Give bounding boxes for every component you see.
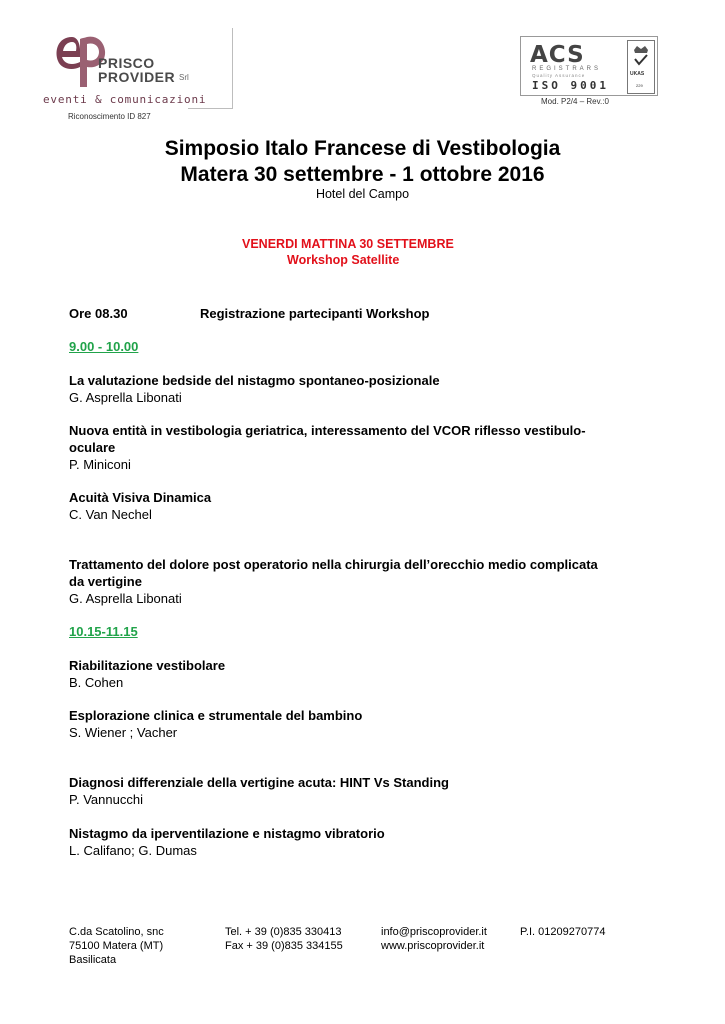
acs-quality: Quality Assurance [532,73,586,78]
talk-title: Acuità Visiva Dinamica [69,490,212,505]
accreditation-id: Riconoscimento ID 827 [68,112,151,121]
logo-suffix: Srl [179,73,189,82]
talk-speaker: L. Califano; G. Dumas [69,843,197,858]
talk-title: Nuova entità in vestibologia geriatrica, interessamento del VCOR riflesso vestibulo- [69,423,586,438]
day-heading: VENERDI MATTINA 30 SETTEMBRE [242,237,454,251]
page-title: Simposio Italo Francese di Vestibologia [164,137,561,160]
footer-address-line3: Basilicata [69,954,117,966]
talk-speaker: G. Asprella Libonati [69,390,182,405]
footer-tel: Tel. + 39 (0)835 330413 [225,926,342,938]
footer-fax: Fax + 39 (0)835 334155 [225,940,343,952]
registration-time: Ore 08.30 [69,306,128,321]
footer-email[interactable]: info@priscoprovider.it [381,926,487,938]
page-subtitle: Matera 30 settembre - 1 ottobre 2016 [180,163,545,186]
ukas-badge [627,40,655,94]
footer-address-line1: C.da Scatolino, snc [69,926,164,938]
talk-speaker: G. Asprella Libonati [69,591,182,606]
session-time-1: 9.00 - 10.00 [69,339,139,354]
acs-brand: ACS [530,42,585,68]
venue: Hotel del Campo [315,187,410,201]
talk-speaker: S. Wiener ; Vacher [69,725,178,740]
talk-title-continued: da vertigine [69,574,142,589]
talk-speaker: C. Van Nechel [69,507,152,522]
talk-speaker: B. Cohen [69,675,124,690]
document-code: Mod. P2/4 – Rev.:0 [541,97,609,106]
talk-title: Diagnosi differenziale della vertigine acuta: HINT Vs Standing [69,775,449,790]
logo-name-line1: PRISCO [98,55,155,71]
talk-speaker: P. Miniconi [69,457,131,472]
footer-website[interactable]: www.priscoprovider.it [381,940,485,952]
footer-address-line2: 75100 Matera (MT) [69,940,164,952]
prisco-provider-logo [38,26,207,110]
workshop-heading: Workshop Satellite [287,253,400,267]
acs-iso: ISO 9001 [532,79,609,92]
talk-title: Nistagmo da iperventilazione e nistagmo vibratorio [69,826,385,841]
acs-iso-certification-logo [520,36,658,96]
footer-vat: P.I. 01209270774 [520,926,606,938]
logo-name-line2: PROVIDER [98,69,176,85]
ukas-label: UKAS [630,71,645,77]
registration-label: Registrazione partecipanti Workshop [200,306,430,321]
acs-brand-block [524,40,624,92]
talk-title: Esplorazione clinica e strumentale del bambino [69,708,363,723]
logo-tagline: eventi & comunicazioni [43,93,207,106]
ukas-number: 229 [636,83,643,88]
talk-title-continued: oculare [69,440,116,455]
acs-registrars: REGISTRARS [532,66,602,72]
crown-check-icon [632,44,650,68]
talk-title: La valutazione bedside del nistagmo spontaneo-posizionale [69,373,440,388]
talk-title: Riabilitazione vestibolare [69,658,226,673]
talk-title: Trattamento del dolore post operatorio nella chirurgia dell’orecchio medio complicata [69,557,598,572]
talk-speaker: P. Vannucchi [69,792,143,807]
session-time-2: 10.15-11.15 [69,624,138,639]
